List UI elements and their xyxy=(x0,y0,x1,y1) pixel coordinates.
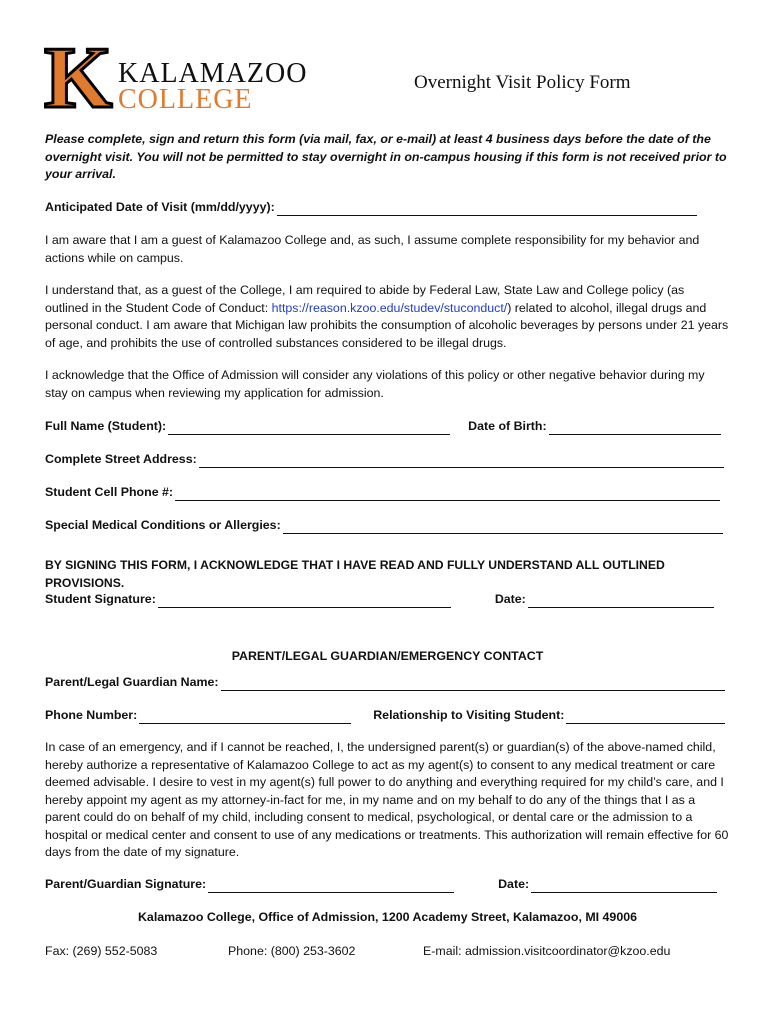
guardian-signature-label: Parent/Guardian Signature: xyxy=(45,877,207,891)
office-address: Kalamazoo College, Office of Admission, 1200 Academy Street, Kalamazoo, MI 49006 xyxy=(137,910,637,924)
contact-section-header: PARENT/LEGAL GUARDIAN/EMERGENCY CONTACT xyxy=(231,649,544,663)
acknowledge-paragraph: I acknowledge that the Office of Admission will consider any violations of this policy or other negative behavior during my stay on campus when reviewing my application for admission. xyxy=(45,368,705,400)
logo-letter: K xyxy=(44,30,111,127)
student-signature-line[interactable] xyxy=(158,595,451,608)
cell-phone-field[interactable] xyxy=(45,484,725,501)
medical-field[interactable] xyxy=(45,517,725,534)
conduct-link[interactable]: https://reason.kzoo.edu/studev/stuconduct/ xyxy=(271,300,508,315)
guardian-signature-row xyxy=(45,876,725,893)
dob-line[interactable] xyxy=(549,422,721,435)
kalamazoo-college-logo xyxy=(44,30,344,127)
law-text-before: I understand that, as a guest of the College, I am required to abide by Federal Law, State Law and College policy (as outlined in the Student Code of Conduct: xyxy=(45,283,685,315)
logo-line1: KALAMAZOO xyxy=(118,58,308,89)
guardian-name-line[interactable] xyxy=(221,678,725,691)
full-name-row xyxy=(45,418,725,435)
medical-line[interactable] xyxy=(283,521,723,534)
form-title: Overnight Visit Policy Form xyxy=(414,72,631,93)
student-signature-label: Student Signature: xyxy=(45,592,156,606)
guardian-phone-line[interactable] xyxy=(139,711,351,724)
intro-instructions: Please complete, sign and return this form (via mail, fax, or e-mail) at least 4 business days before the date of the overnight visit. You will not be permitted to stay overnight in on-campus housing if this form is not received prior to your arrival. xyxy=(45,132,727,181)
footer-email[interactable]: E-mail: admission.visitcoordinator@kzoo.edu xyxy=(423,944,671,958)
address-label: Complete Street Address: xyxy=(45,452,197,466)
student-date-line[interactable] xyxy=(528,595,714,608)
logo-line2: COLLEGE xyxy=(118,84,253,115)
relationship-label: Relationship to Visiting Student: xyxy=(373,708,565,722)
guardian-signature-line[interactable] xyxy=(208,880,454,893)
dob-label: Date of Birth: xyxy=(468,419,547,433)
address-field[interactable] xyxy=(45,451,725,468)
guardian-phone-label: Phone Number: xyxy=(45,708,138,722)
acknowledgment-statement: BY SIGNING THIS FORM, I ACKNOWLEDGE THAT I HAVE READ AND FULLY UNDERSTAND ALL OUTLINED PROVISIONS. xyxy=(45,558,665,590)
visit-date-line[interactable] xyxy=(277,203,697,216)
visit-date-field[interactable] xyxy=(45,199,725,216)
full-name-line[interactable] xyxy=(168,422,450,435)
full-name-label: Full Name (Student): xyxy=(45,419,167,433)
guardian-date-line[interactable] xyxy=(531,880,717,893)
guardian-date-label: Date: xyxy=(498,877,530,891)
guardian-name-label: Parent/Legal Guardian Name: xyxy=(45,675,219,689)
cell-phone-label: Student Cell Phone #: xyxy=(45,485,174,499)
medical-label: Special Medical Conditions or Allergies: xyxy=(45,518,281,532)
footer-fax: Fax: (269) 552-5083 xyxy=(45,944,158,958)
student-date-label: Date: xyxy=(494,592,526,606)
footer-phone: Phone: (800) 253-3602 xyxy=(228,944,356,958)
phone-relationship-row xyxy=(45,707,725,724)
cell-phone-line[interactable] xyxy=(175,488,720,501)
guardian-name-field[interactable] xyxy=(45,674,725,691)
law-text-after: ) related to alcohol, illegal drugs and personal conduct. I am aware that Michigan law prohibits the consumption of alcoholic beverages by persons under 21 years of age, and prohibits the use of controlled substances considered to be illegal drugs. xyxy=(45,300,729,350)
address-line[interactable] xyxy=(199,455,724,468)
aware-paragraph: I am aware that I am a guest of Kalamazoo College and, as such, I assume complete responsibility for my behavior and actions while on campus. xyxy=(45,233,700,265)
relationship-line[interactable] xyxy=(566,711,725,724)
emergency-authorization-paragraph: In case of an emergency, and if I cannot be reached, I, the undersigned parent(s) or guardian(s) of the above-named child, hereby authorize a representative of Kalamazoo College to act as my agent(s) to consent to any medical treatment or care deemed advisable. I desire to vest in my agent(s) full power to do anything and everything required for my child’s care, and I hereby appoint my agent as my attorney-in-fact for me, in my name and on my behalf to do any of the things that I as a parent could do on behalf of my child, including consent to medical, psychological, or dental care or the admission to a hospital or medical center and consent to use of any medications or treatments. This authorization will remain effective for 60 days from the date of my signature. xyxy=(45,740,729,859)
student-signature-row xyxy=(45,591,725,608)
visit-date-label: Anticipated Date of Visit (mm/dd/yyyy): xyxy=(45,200,275,214)
law-paragraph xyxy=(45,282,730,352)
